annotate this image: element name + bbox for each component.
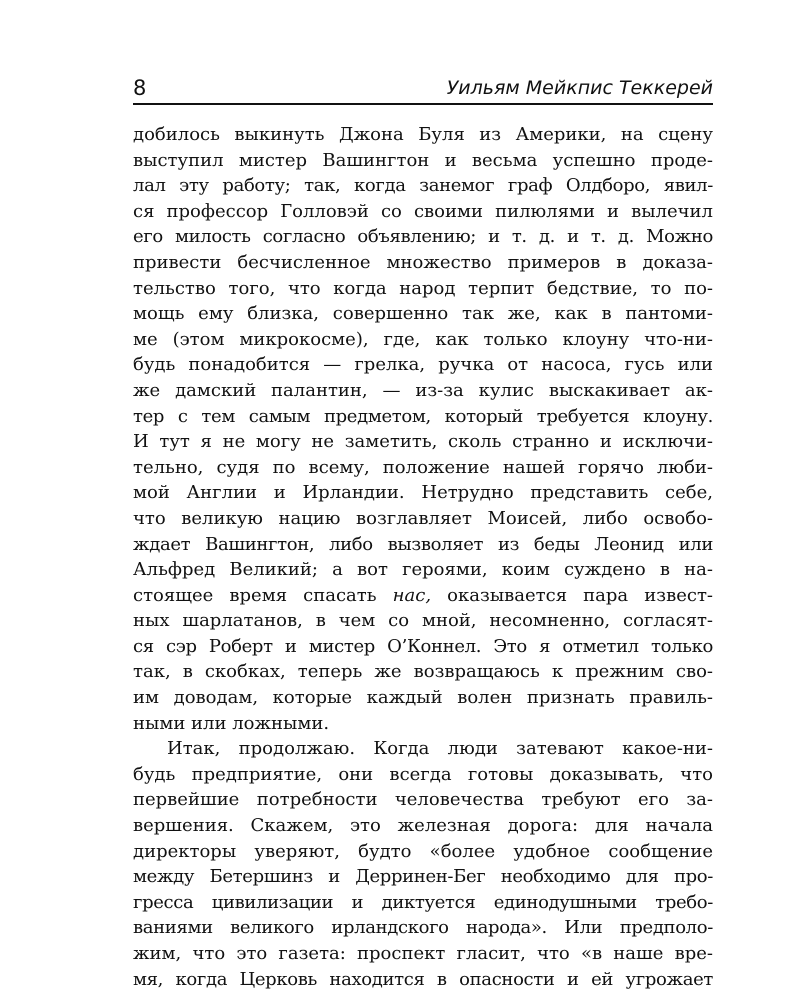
text-line: гресса цивилизации и диктуется единодушными требо- xyxy=(133,891,713,913)
text-line: привести бесчисленное множество примеров в доказа- xyxy=(133,251,713,273)
text-line: же дамский палантин, — из-за кулис выскакивает ак- xyxy=(133,379,713,401)
text-line: лал эту работу; так, когда занемог граф Олдборо, явил- xyxy=(133,175,713,197)
text-line: выступил мистер Вашингтон и весьма успешно проде- xyxy=(133,149,713,171)
text-line: ждает Вашингтон, либо вызволяет из беды Леонид или xyxy=(133,533,713,555)
text-line: Альфред Великий; а вот героями, коим суждено в на- xyxy=(133,559,713,581)
text-line: тельно, судя по всему, положение нашей горячо люби- xyxy=(133,456,713,478)
text-line-with-emphasis xyxy=(133,583,713,609)
text-line: тельство того, что когда народ терпит бедствие, то по- xyxy=(133,277,713,299)
running-title: Уильям Мейкпис Теккерей xyxy=(446,77,713,99)
page-header xyxy=(133,76,713,102)
page-number: 8 xyxy=(133,76,147,100)
emphasized-word: нас, xyxy=(392,584,432,606)
text-line: жим, что это газета: проспект гласит, что «в наше вре- xyxy=(133,943,713,964)
text-line: ся сэр Роберт и мистер О’Коннел. Это я отметил только xyxy=(133,635,713,657)
text-line: добилось выкинуть Джона Буля из Америки, на сцену xyxy=(133,124,713,145)
text-line: вершения. Скажем, это железная дорога: для начала xyxy=(133,815,713,837)
text-line: между Бетершинз и Дерринен-Бег необходимо для про- xyxy=(133,866,713,888)
body-text xyxy=(133,122,713,992)
text-line: так, в скобках, теперь же возвращаюсь к прежним сво- xyxy=(133,661,713,683)
text-line: директоры уверяют, будто «более удобное сообщение xyxy=(133,840,713,862)
text-line: И тут я не могу не заметить, сколь странно и исключи- xyxy=(133,431,713,453)
text-line: ваниями великого ирландского народа». Или предполо- xyxy=(133,917,713,939)
text-segment: стоящее время спасать xyxy=(133,584,393,606)
text-line: первейшие потребности человечества требуют его за- xyxy=(133,789,713,811)
text-line: будь понадобится — грелка, ручка от насоса, гусь или xyxy=(133,354,713,376)
text-segment: оказывается пара извест- xyxy=(431,584,713,606)
text-line: ме (этом микрокосме), где, как только клоуну что-ни- xyxy=(133,328,713,350)
text-line: его милость согласно объявлению; и т. д. и т. д. Можно xyxy=(133,226,713,248)
text-line: мой Англии и Ирландии. Нетрудно представить себе, xyxy=(133,482,713,504)
paragraph-1 xyxy=(133,122,713,736)
text-line: будь предприятие, они всегда готовы доказывать, что xyxy=(133,763,713,785)
text-line: тер с тем самым предметом, который требуется клоуну. xyxy=(133,405,713,427)
text-line: мощь ему близка, совершенно так же, как в пантоми- xyxy=(133,303,713,325)
text-line: ными или ложными. xyxy=(133,712,330,734)
text-line: ся профессор Голловэй со своими пилюлями и вылечил xyxy=(133,200,713,222)
text-line: Итак, продолжаю. Когда люди затевают какое-ни- xyxy=(167,738,713,760)
header-rule xyxy=(133,103,713,105)
text-line: мя, когда Церковь находится в опасности и ей угрожает xyxy=(133,968,713,990)
text-line: что великую нацию возглавляет Моисей, либо освобо- xyxy=(133,507,713,529)
text-line: ных шарлатанов, в чем со мной, несомненно, согласят- xyxy=(133,610,713,632)
paragraph-2 xyxy=(133,736,713,992)
text-line: им доводам, которые каждый волен признать правиль- xyxy=(133,687,713,709)
